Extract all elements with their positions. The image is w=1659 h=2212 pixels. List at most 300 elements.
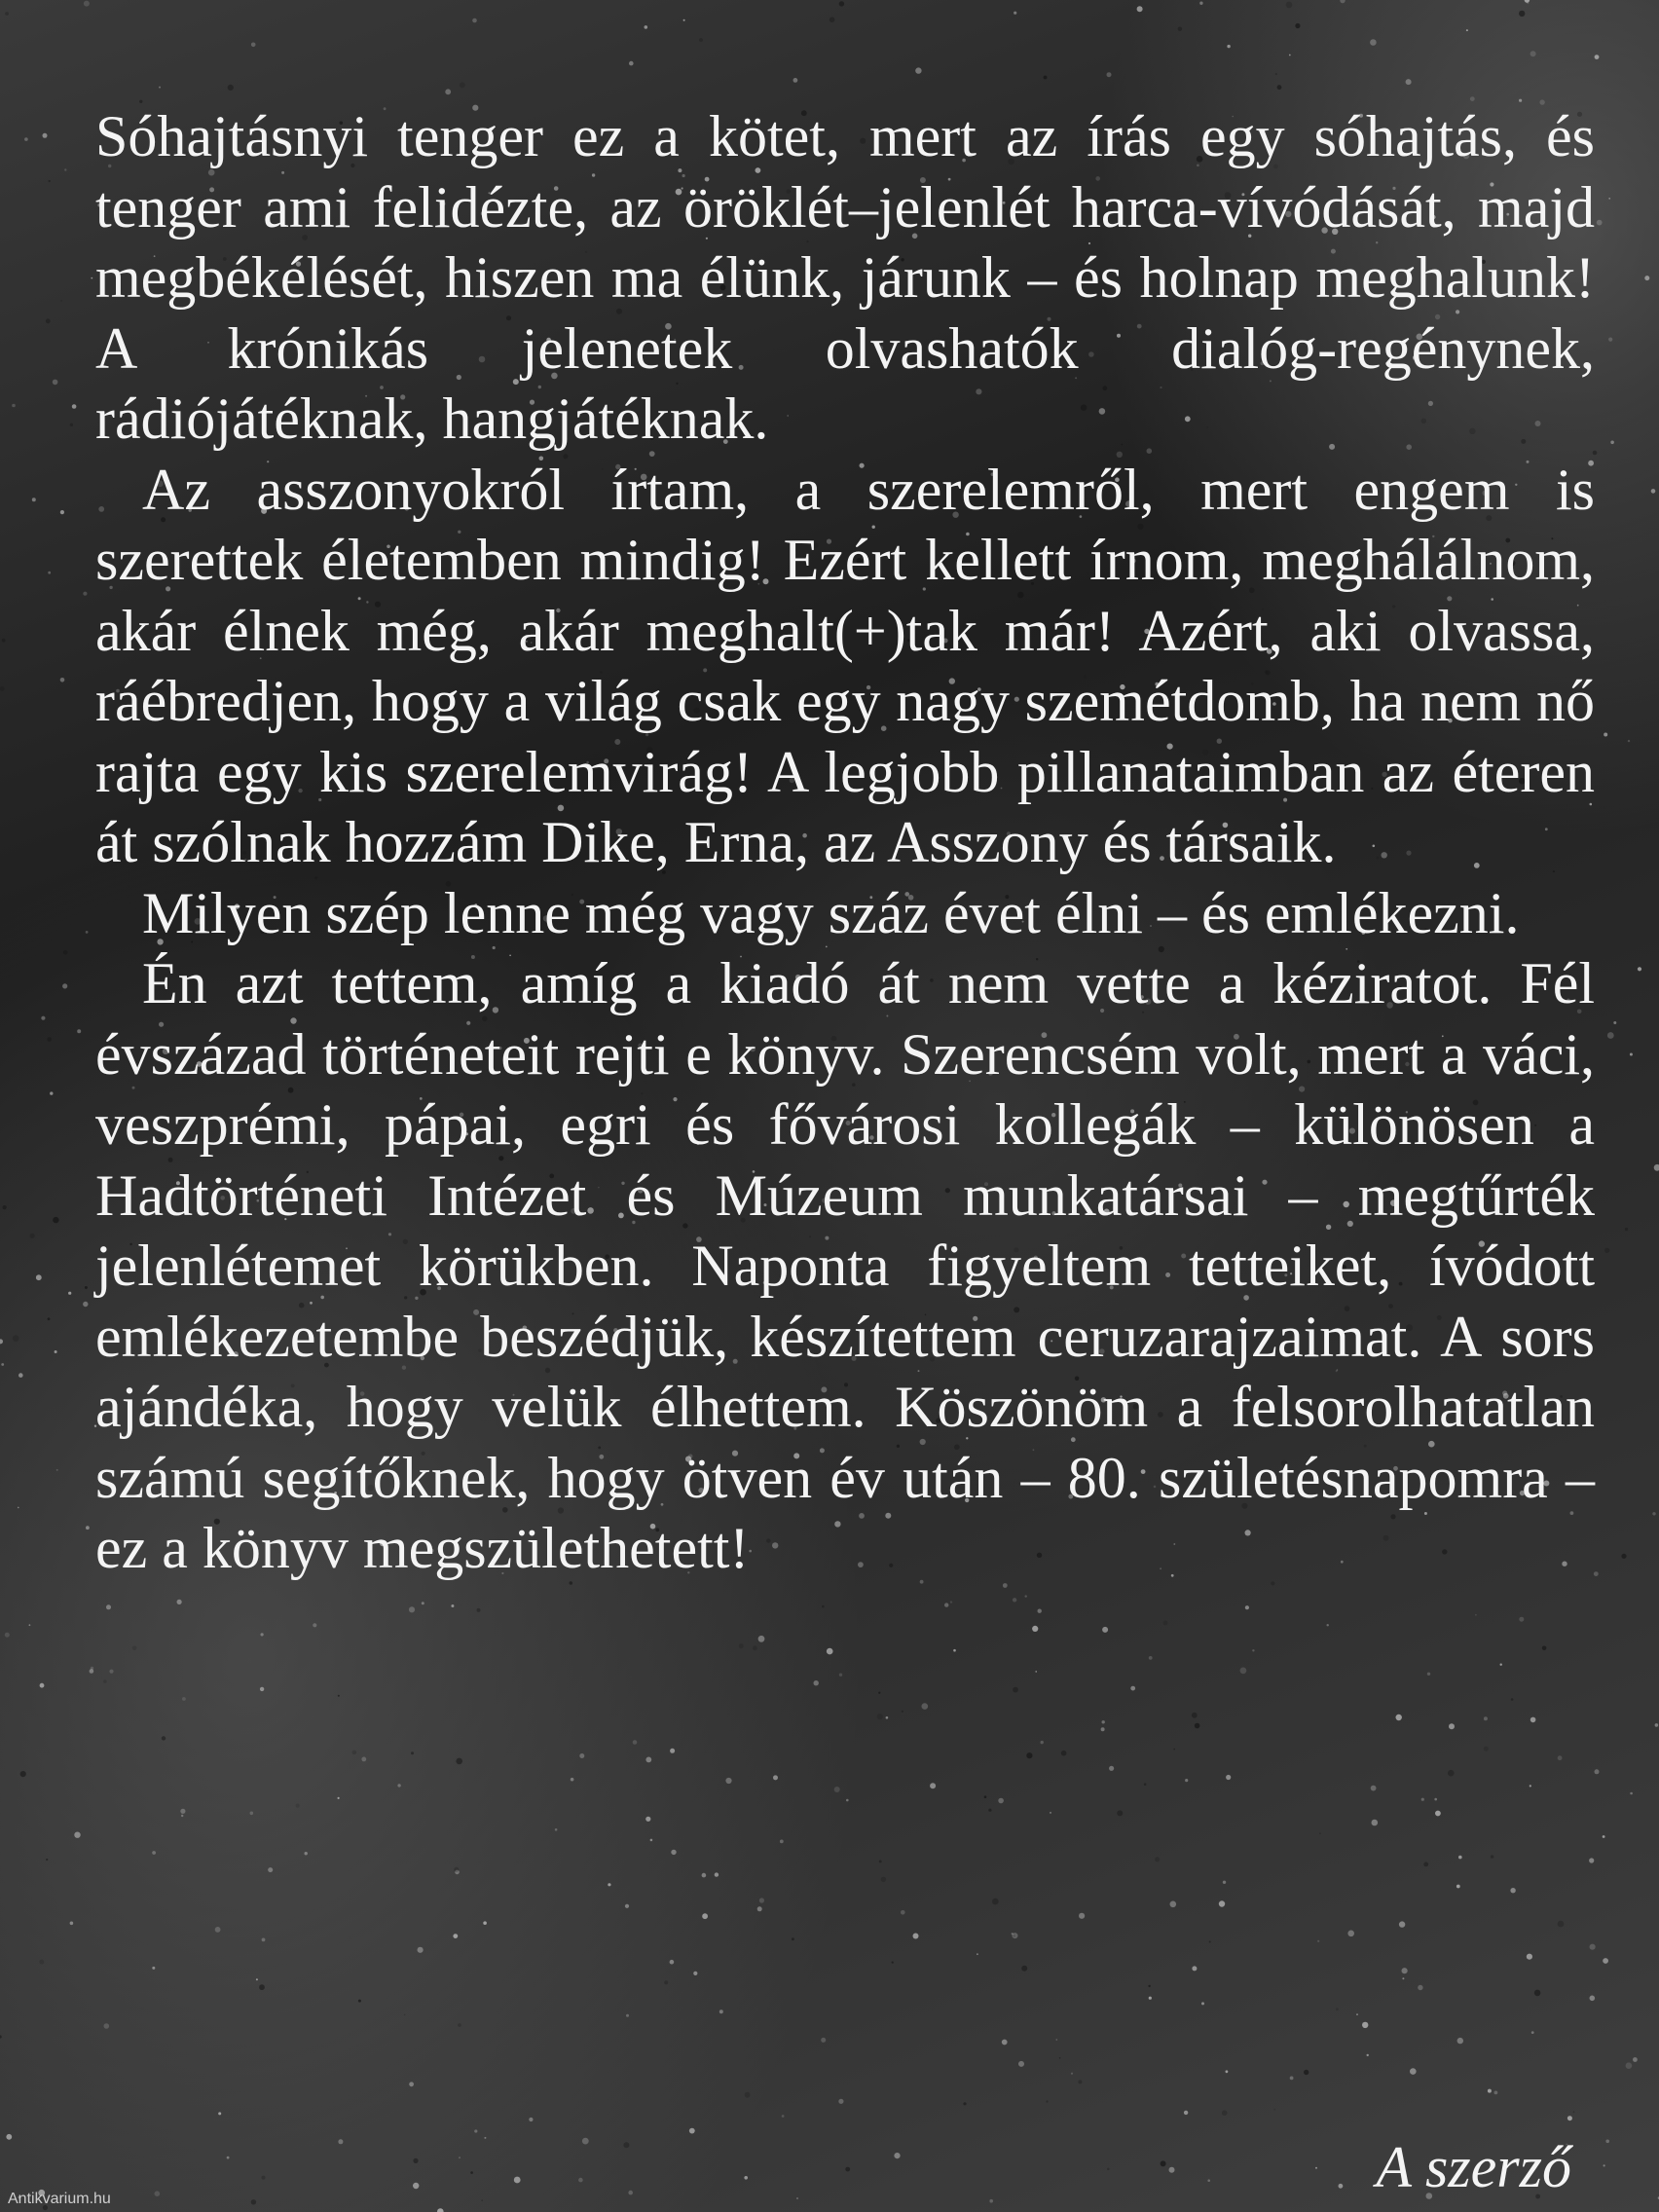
speckle (305, 1852, 308, 1855)
speckle (1013, 1687, 1018, 1693)
speckle (1199, 2, 1202, 5)
speckle (1573, 2111, 1575, 2113)
speckle (1500, 1664, 1502, 1666)
speckle (555, 1828, 558, 1831)
speckle (1356, 2013, 1358, 2015)
speckle (1604, 1248, 1609, 1253)
speckle (792, 1937, 794, 1940)
speckle (578, 2178, 583, 2183)
speckle (988, 1809, 991, 1812)
speckle (1604, 733, 1607, 737)
speckle (1061, 1751, 1067, 1756)
speckle (1079, 1913, 1085, 1919)
speckle (85, 1286, 88, 1289)
speckle (1277, 85, 1282, 90)
speckle (1626, 2062, 1633, 2069)
speckle (1607, 1032, 1614, 1039)
speckle (645, 25, 648, 29)
speckle (839, 1, 844, 6)
speckle (992, 1899, 999, 1905)
speckle (155, 2191, 161, 2196)
blurb-text (95, 101, 1595, 1584)
speckle (41, 1016, 45, 1020)
speckle (20, 1771, 26, 1777)
speckle (702, 1873, 707, 1878)
speckle (881, 1877, 886, 1882)
speckle (418, 1947, 424, 1953)
speckle (984, 1795, 987, 1798)
speckle (1117, 1810, 1123, 1816)
speckle (1456, 1885, 1460, 1889)
speckle (1628, 740, 1630, 742)
speckle (60, 678, 65, 682)
speckle (1137, 6, 1143, 12)
speckle (922, 1703, 929, 1710)
speckle (86, 931, 89, 934)
speckle (50, 1091, 53, 1094)
speckle (1319, 1832, 1321, 1834)
speckle (989, 2199, 993, 2203)
speckle (1534, 1990, 1541, 1997)
speckle (338, 1695, 340, 1697)
speckle (1590, 1944, 1596, 1950)
speckle (1185, 1779, 1188, 1782)
speckle (633, 1740, 638, 1745)
speckle (796, 2197, 798, 2199)
speckle (1013, 1598, 1016, 1602)
speckle (1013, 1933, 1018, 1938)
speckle (608, 1883, 610, 1886)
speckle (1630, 1792, 1633, 1795)
speckle (1410, 2068, 1417, 2075)
speckle (879, 1861, 882, 1863)
speckle (1184, 2111, 1188, 2115)
speckle (944, 1603, 948, 1606)
speckle (1025, 1595, 1027, 1597)
speckle (458, 2023, 461, 2027)
speckle (1192, 1966, 1197, 1971)
speckle (1530, 1785, 1531, 1787)
speckle (1370, 39, 1377, 46)
speckle (1630, 1053, 1633, 1056)
speckle (109, 1670, 113, 1674)
speckle (715, 1872, 719, 1876)
speckle (1530, 51, 1536, 56)
speckle (1633, 2057, 1638, 2062)
speckle (83, 592, 87, 596)
speckle (838, 2099, 843, 2104)
speckle (1170, 1901, 1177, 1908)
speckle (671, 1850, 676, 1855)
speckle (182, 1697, 186, 1701)
speckle (1226, 2070, 1229, 2073)
speckle (1402, 1977, 1404, 1979)
speckle (358, 2000, 361, 2003)
speckle (1178, 27, 1182, 31)
speckle (814, 1680, 819, 1685)
speckle (484, 2137, 486, 2139)
speckle (313, 1623, 316, 1627)
speckle (454, 1867, 459, 1872)
speckle (411, 1751, 414, 1754)
speckle (338, 2139, 343, 2144)
speckle (152, 1851, 156, 1855)
speckle (1434, 1798, 1437, 1801)
speckle (63, 950, 68, 955)
speckle (1608, 338, 1612, 342)
speckle (1041, 1741, 1044, 1744)
speckle (1347, 1931, 1354, 1937)
speckle (977, 1953, 978, 1955)
speckle (29, 1234, 34, 1238)
speckle (773, 1775, 778, 1780)
speckle (1035, 1671, 1037, 1673)
speckle (262, 2176, 266, 2180)
speckle (250, 1812, 254, 1816)
speckle (64, 168, 66, 170)
speckle (1163, 1621, 1168, 1626)
speckle (72, 404, 77, 409)
speckle (1026, 1752, 1032, 1758)
watermark: Antikvarium.hu (8, 2191, 111, 2207)
speckle (1226, 1775, 1231, 1780)
speckle (664, 1980, 668, 1984)
speckle (1207, 2179, 1210, 2182)
speckle (1109, 1766, 1114, 1771)
speckle (1402, 1968, 1408, 1973)
speckle (1362, 2022, 1368, 2028)
speckle (474, 2129, 477, 2132)
speckle (1638, 967, 1641, 971)
speckle (780, 1840, 784, 1844)
speckle (1286, 2, 1293, 9)
speckle (1396, 1714, 1402, 1720)
speckle (180, 1809, 185, 1814)
speckle (70, 424, 73, 426)
speckle (963, 2102, 966, 2105)
speckle (296, 1804, 300, 1808)
speckle (437, 2208, 444, 2212)
speckle (1317, 1940, 1319, 1942)
speckle (84, 1, 90, 7)
speckle (689, 2128, 695, 2134)
speckle (404, 2014, 406, 2016)
speckle (1525, 0, 1530, 3)
speckle (950, 1601, 952, 1603)
speckle (1531, 2031, 1534, 2034)
speckle (1604, 2164, 1605, 2166)
speckle (5, 1633, 10, 1638)
speckle (1044, 76, 1048, 80)
speckle (830, 17, 835, 22)
speckle (758, 1636, 765, 1642)
speckle (514, 2177, 521, 2184)
speckle (70, 1922, 74, 1926)
speckle (886, 1716, 889, 1719)
speckle (1651, 489, 1656, 494)
speckle (902, 1711, 903, 1713)
speckle (744, 2176, 748, 2180)
speckle (1304, 2070, 1309, 2075)
speckle (1372, 1820, 1379, 1826)
speckle (645, 1757, 651, 1763)
speckle (739, 1643, 744, 1648)
speckle (1589, 1858, 1594, 1862)
speckle (1295, 23, 1300, 28)
speckle (1002, 2040, 1008, 2046)
speckle (13, 1335, 19, 1342)
speckle (49, 180, 51, 182)
speckle (1209, 1941, 1211, 1943)
speckle (1519, 1617, 1524, 1622)
speckle (352, 1751, 357, 1755)
speckle (670, 1960, 675, 1965)
speckle (60, 510, 64, 514)
speckle (1014, 12, 1016, 15)
author-signature: A szerző (1376, 2135, 1571, 2199)
speckle (1289, 55, 1291, 56)
speckle (262, 1938, 266, 1942)
speckle (86, 1526, 90, 1530)
speckle (1621, 1554, 1626, 1559)
speckle (460, 82, 465, 88)
speckle (1032, 1626, 1038, 1632)
speckle (159, 87, 161, 89)
speckle (877, 1714, 883, 1719)
speckle (456, 1758, 462, 1765)
speckle (60, 300, 62, 302)
speckle (470, 2171, 473, 2174)
speckle (1078, 2080, 1082, 2083)
speckle (227, 2157, 230, 2159)
speckle (53, 380, 58, 386)
speckle (1652, 1512, 1655, 1515)
speckle (1038, 1609, 1042, 1613)
speckle (953, 1649, 956, 1652)
speckle (571, 1778, 574, 1782)
speckle (1275, 73, 1277, 75)
speckle (757, 1906, 762, 1911)
speckle (1603, 1958, 1608, 1964)
speckle (1457, 2038, 1463, 2044)
speckle (1149, 1656, 1153, 1660)
speckle (1102, 1720, 1105, 1723)
speckle (18, 1373, 23, 1378)
speckle (626, 2014, 629, 2017)
speckle (894, 2153, 900, 2158)
speckle (445, 89, 451, 94)
speckle (181, 1815, 183, 1817)
speckle (1605, 2140, 1609, 2144)
speckle (1449, 1723, 1455, 1729)
speckle (261, 1633, 264, 1636)
speckle (397, 1784, 400, 1787)
speckle (892, 1962, 894, 1964)
speckle (1155, 1857, 1160, 1862)
speckle (1435, 1811, 1441, 1817)
speckle (1597, 220, 1603, 226)
speckle (162, 1736, 166, 1740)
speckle (1219, 1900, 1225, 1906)
speckle (1488, 2089, 1492, 2093)
speckle (409, 2082, 414, 2086)
speckle (0, 2035, 2, 2038)
speckle (83, 1302, 88, 1307)
speckle (451, 1604, 454, 1607)
speckle (1595, 1769, 1600, 1774)
speckle (268, 1867, 273, 1872)
speckle (1519, 11, 1525, 17)
speckle (1273, 2109, 1275, 2111)
speckle (48, 1317, 51, 1320)
speckle (822, 1605, 825, 1608)
speckle (56, 1469, 58, 1471)
speckle (0, 686, 5, 691)
speckle (1655, 1723, 1659, 1727)
speckle (62, 983, 67, 988)
speckle (629, 61, 634, 66)
speckle (228, 85, 234, 91)
speckle (645, 1817, 650, 1822)
speckle (413, 2183, 419, 2189)
speckle (582, 2138, 589, 2145)
speckle (132, 1646, 137, 1651)
speckle (24, 137, 28, 141)
speckle (1558, 1921, 1565, 1928)
speckle (1542, 1646, 1547, 1651)
speckle (579, 1753, 584, 1758)
speckle (1021, 1966, 1027, 1972)
speckle (47, 1037, 52, 1042)
speckle (1595, 55, 1600, 59)
speckle (103, 1679, 106, 1682)
speckle (1494, 2091, 1498, 2095)
speckle (623, 2142, 629, 2148)
speckle (1102, 1627, 1108, 1633)
speckle (1590, 1996, 1596, 2002)
speckle (1169, 2167, 1175, 2173)
speckle (1511, 1698, 1514, 1701)
speckle (834, 1787, 840, 1792)
speckle (1252, 1649, 1254, 1651)
speckle (1003, 1583, 1008, 1588)
speckle (782, 2115, 785, 2118)
speckle (251, 43, 256, 48)
speckle (1423, 1862, 1428, 1867)
speckle (215, 1927, 221, 1933)
speckle (53, 1217, 58, 1223)
speckle (670, 1749, 675, 1753)
speckle (878, 1692, 880, 1694)
speckle (719, 2009, 723, 2013)
speckle (12, 404, 16, 408)
speckle (1339, 2184, 1344, 2189)
speckle (46, 318, 51, 323)
speckle (0, 1339, 3, 1344)
speckle (699, 38, 703, 42)
speckle (91, 277, 92, 279)
speckle (68, 1292, 71, 1295)
speckle (39, 1960, 44, 1965)
speckle (827, 1648, 833, 1655)
speckle (1290, 2077, 1294, 2081)
speckle (1371, 1786, 1377, 1791)
speckle (1130, 1686, 1135, 1691)
speckle (1018, 2061, 1024, 2067)
speckle (1644, 276, 1649, 280)
paragraph-2: Az asszonyokról írtam, a szerelemről, mert engem is szerettek életemben mindig! Ezért kellett írnom, meghálálnom, akár élnek még, akár meghalt(+)tak már! Azért, aki olvassa, ráébredjen, hogy a világ csak egy nagy szemétdomb, ha nem nő rajta egy kis szerelemvirág! A legjobb pillanataimban az éteren át szólnak hozzám Dike, Erna, az Asszony és társaik. (95, 457, 1595, 874)
speckle (1055, 2039, 1057, 2041)
speckle (104, 2023, 110, 2029)
speckle (361, 1757, 366, 1762)
speckle (409, 1606, 415, 1612)
speckle (77, 1029, 81, 1033)
speckle (1484, 1716, 1488, 1720)
speckle (1107, 72, 1112, 77)
speckle (218, 2112, 221, 2115)
speckle (256, 1978, 258, 1980)
speckle (413, 2158, 418, 2163)
speckle (1101, 1727, 1105, 1731)
speckle (40, 1683, 45, 1688)
speckle (32, 498, 36, 501)
speckle (1192, 1713, 1198, 1718)
speckle (1149, 1997, 1152, 2000)
speckle (338, 1797, 340, 1799)
speckle (915, 67, 921, 73)
speckle (1059, 2057, 1061, 2059)
speckle (998, 1798, 1004, 1804)
speckle (177, 1600, 182, 1604)
speckle (6, 2134, 12, 2140)
speckle (1240, 1668, 1247, 1675)
speckle (43, 133, 48, 138)
speckle (1144, 1783, 1147, 1786)
speckle (29, 1624, 31, 1626)
speckle (839, 1674, 842, 1677)
speckle (913, 1934, 919, 1939)
speckle (55, 1350, 57, 1353)
speckle (1245, 1605, 1249, 1609)
speckle (1399, 1921, 1405, 1927)
speckle (1201, 2002, 1204, 2005)
speckle (625, 1904, 629, 1908)
speckle (901, 1910, 905, 1915)
speckle (753, 1645, 757, 1650)
speckle (2, 639, 6, 643)
speckle (1625, 1228, 1628, 1231)
speckle (18, 1507, 19, 1509)
speckle (1173, 1749, 1175, 1751)
speckle (759, 1898, 764, 1902)
paragraph-3: Milyen szép lenne még vagy száz évet élni – és emlékezni. (142, 880, 1520, 945)
speckle (48, 571, 51, 574)
speckle (251, 2199, 256, 2204)
speckle (1466, 29, 1468, 31)
speckle (422, 1602, 424, 1604)
speckle (702, 1913, 708, 1919)
speckle (683, 19, 685, 21)
speckle (1222, 2110, 1228, 2116)
speckle (1458, 1856, 1462, 1860)
speckle (1567, 2116, 1572, 2120)
speckle (1491, 1855, 1493, 1858)
speckle (1654, 1164, 1659, 1171)
speckle (1558, 1755, 1563, 1760)
speckle (1484, 1747, 1489, 1751)
speckle (90, 1669, 94, 1674)
speckle (1418, 1985, 1422, 1990)
